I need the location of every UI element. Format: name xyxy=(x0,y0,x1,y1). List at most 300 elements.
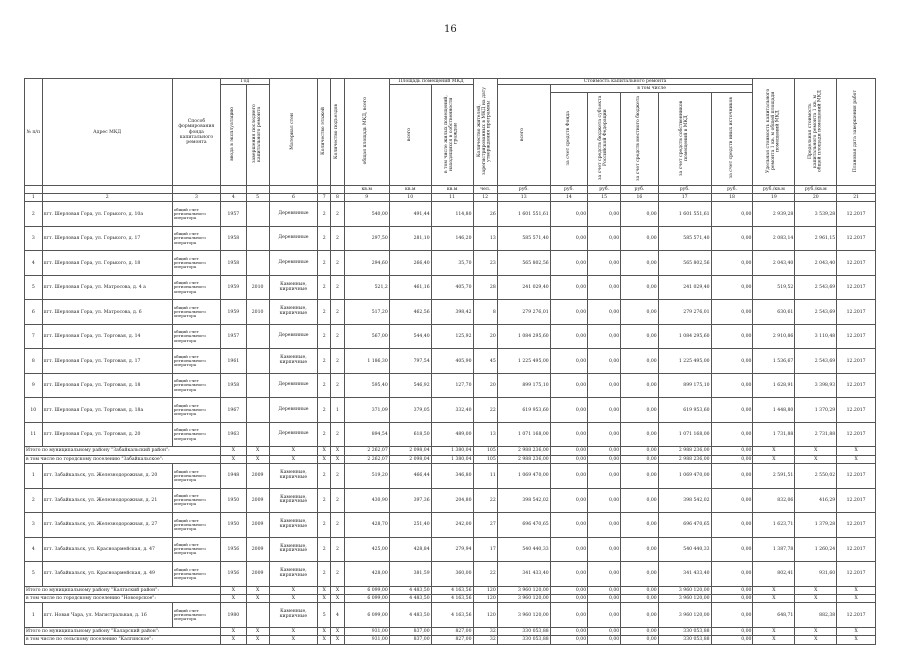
table-cell: 0,00 xyxy=(588,562,621,587)
table-cell: Х xyxy=(795,636,837,644)
table-cell: 0,00 xyxy=(621,422,658,447)
table-cell: 0,00 xyxy=(621,513,658,538)
header-residents: Количество жителей, зарегистрированных в МКД на дату утверждения программы xyxy=(473,79,497,186)
table-cell: 696 470,65 xyxy=(658,513,711,538)
table-cell: 0,00 xyxy=(588,488,621,513)
table-cell: 2 098,04 xyxy=(389,455,431,463)
table-cell xyxy=(246,603,269,628)
table-cell: 266,40 xyxy=(389,251,431,276)
column-number-cell: 8 xyxy=(331,193,344,201)
table-cell: 2 xyxy=(331,275,344,300)
table-cell: 0,00 xyxy=(711,251,753,276)
table-cell: Х xyxy=(221,586,246,594)
table-cell: общий счет регионального оператора xyxy=(172,349,220,374)
table-cell: 10 xyxy=(25,398,43,423)
table-cell: 2 xyxy=(331,488,344,513)
table-cell: 0,00 xyxy=(588,627,621,635)
table-cell: 1 536,67 xyxy=(753,349,795,374)
table-cell: Х xyxy=(331,594,344,602)
table-cell: 105 xyxy=(473,455,497,463)
table-cell: 0,00 xyxy=(550,636,587,644)
table-cell: Каменные, кирпичные xyxy=(269,300,317,325)
table-cell: пгт. Забайкальск, ул. Красноармейская, д. 47 xyxy=(42,537,172,562)
table-cell: Х xyxy=(331,636,344,644)
table-cell: 1 069 470,00 xyxy=(658,464,711,489)
unit-cell: чел. xyxy=(473,186,497,194)
table-cell xyxy=(246,324,269,349)
table-cell: 12.2017 xyxy=(837,398,876,423)
table-cell: 2 043,40 xyxy=(753,251,795,276)
table-cell: 0,00 xyxy=(550,324,587,349)
table-cell: 12.2017 xyxy=(837,373,876,398)
table-cell: Каменные, кирпичные xyxy=(269,562,317,587)
table-cell: 0,00 xyxy=(711,488,753,513)
table-cell: Каменные, кирпичные xyxy=(269,513,317,538)
table-cell: 827,00 xyxy=(431,636,473,644)
table-cell: 461,16 xyxy=(389,275,431,300)
table-cell: 22 xyxy=(473,488,497,513)
table-cell: Деревянные xyxy=(269,398,317,423)
table-cell: 1956 xyxy=(221,537,246,562)
table-cell: общий счет регионального оператора xyxy=(172,513,220,538)
table-cell: 1 069 470,00 xyxy=(497,464,550,489)
table-cell: 6 xyxy=(25,300,43,325)
table-cell: 2 xyxy=(318,251,331,276)
table-cell: 931,60 xyxy=(795,562,837,587)
table-cell: 2010 xyxy=(246,300,269,325)
table-cell: общий счет регионального оператора xyxy=(172,488,220,513)
table-cell: 0,00 xyxy=(588,603,621,628)
table-cell: Х xyxy=(221,594,246,602)
table-cell: 428,84 xyxy=(389,537,431,562)
table-cell: 519,52 xyxy=(753,275,795,300)
table-cell: 1 601 551,61 xyxy=(497,202,550,227)
unit-cell: руб. xyxy=(588,186,621,194)
table-cell: 0,00 xyxy=(588,349,621,374)
table-cell: 0,00 xyxy=(550,373,587,398)
table-cell: 330 053,88 xyxy=(658,627,711,635)
table-cell: 585 571,40 xyxy=(497,226,550,251)
table-cell: 1 xyxy=(25,464,43,489)
table-cell: 462,56 xyxy=(389,300,431,325)
column-number-cell: 4 xyxy=(221,193,246,201)
table-cell: 1 260,24 xyxy=(795,537,837,562)
table-cell: 5 xyxy=(318,603,331,628)
table-cell: пгт. Забайкальск, ул. Железнодорожная, д. 27 xyxy=(42,513,172,538)
table-cell: Х xyxy=(837,594,876,602)
table-cell: общий счет регионального оператора xyxy=(172,603,220,628)
table-cell: 3 xyxy=(25,226,43,251)
table-cell: 0,00 xyxy=(711,464,753,489)
table-cell: Х xyxy=(331,586,344,594)
table-cell: 12.2017 xyxy=(837,464,876,489)
table-cell: 567,00 xyxy=(344,324,389,349)
table-cell: 540 440,33 xyxy=(658,537,711,562)
table-cell: 0,00 xyxy=(621,488,658,513)
table-cell: 0,00 xyxy=(550,349,587,374)
table-cell: 1950 xyxy=(221,488,246,513)
table-cell: 837,00 xyxy=(389,636,431,644)
table-cell: 279,94 xyxy=(431,537,473,562)
table-cell: 294,60 xyxy=(344,251,389,276)
table-cell: пгт. Забайкальск, ул. Железнодорожная, д. 21 xyxy=(42,488,172,513)
table-row xyxy=(25,398,876,423)
table-cell: 20 xyxy=(473,324,497,349)
table-cell: 2009 xyxy=(246,562,269,587)
table-row xyxy=(25,464,876,489)
table-cell: 0,00 xyxy=(621,464,658,489)
table-cell: 1 370,29 xyxy=(795,398,837,423)
table-cell: 2 xyxy=(331,464,344,489)
table-cell: пгт. Шерловая Гора, ул. Матросова, д. 4 а xyxy=(42,275,172,300)
table-cell: 540,00 xyxy=(344,202,389,227)
table-cell: 2 939,28 xyxy=(753,202,795,227)
column-number-cell: 9 xyxy=(344,193,389,201)
table-cell: общий счет регионального оператора xyxy=(172,300,220,325)
table-cell: 3 960 120,00 xyxy=(497,586,550,594)
table-cell: 5 xyxy=(25,275,43,300)
table-cell: 466,44 xyxy=(389,464,431,489)
table-cell: 4 483,50 xyxy=(389,603,431,628)
header-address: Адрес МКД xyxy=(42,79,172,186)
table-cell: 1 xyxy=(331,398,344,423)
table-cell: 0,00 xyxy=(550,422,587,447)
table-cell: 0,00 xyxy=(711,594,753,602)
table-cell: 0,00 xyxy=(621,349,658,374)
table-cell: 0,00 xyxy=(588,586,621,594)
column-number-cell: 21 xyxy=(837,193,876,201)
table-cell: 2 xyxy=(318,464,331,489)
table-row xyxy=(25,562,876,587)
header-incl: в том числе xyxy=(550,85,753,93)
table-cell: 2 543,69 xyxy=(795,300,837,325)
table-cell: 0,00 xyxy=(711,226,753,251)
unit-cell xyxy=(837,186,876,194)
table-cell: 1963 xyxy=(221,422,246,447)
table-cell: 585 571,40 xyxy=(658,226,711,251)
table-cell: 1 380,04 xyxy=(431,447,473,455)
table-cell: 297,50 xyxy=(344,226,389,251)
table-cell: 397,36 xyxy=(389,488,431,513)
table-cell: 2 988 236,00 xyxy=(497,447,550,455)
table-cell: 1 186,30 xyxy=(344,349,389,374)
table-cell: 8 xyxy=(473,300,497,325)
table-cell: 0,00 xyxy=(550,488,587,513)
table-cell: 0,00 xyxy=(588,513,621,538)
table-cell: Х xyxy=(318,594,331,602)
capital-repair-table xyxy=(24,78,876,645)
table-cell: 0,00 xyxy=(550,275,587,300)
table-cell: 3 960 120,00 xyxy=(658,586,711,594)
table-cell: 0,00 xyxy=(588,373,621,398)
header-unit-cost: Удельная стоимость капитального ремонта 1 кв. м общей площади помещений МКД xyxy=(753,79,795,186)
table-cell xyxy=(246,373,269,398)
table-cell: 0,00 xyxy=(588,226,621,251)
table-cell: Х xyxy=(246,447,269,455)
table-cell: 12.2017 xyxy=(837,537,876,562)
table-cell: Х xyxy=(269,447,317,455)
table-cell: 2 xyxy=(331,537,344,562)
table-cell: 3 110,48 xyxy=(795,324,837,349)
table-cell: Х xyxy=(318,627,331,635)
table-cell: 430,90 xyxy=(344,488,389,513)
table-cell: 546,92 xyxy=(389,373,431,398)
units-row xyxy=(25,186,876,194)
table-cell: Деревянные xyxy=(269,324,317,349)
table-cell: 3 539,28 xyxy=(795,202,837,227)
table-cell xyxy=(246,422,269,447)
table-cell: 0,00 xyxy=(711,300,753,325)
table-cell: 13 xyxy=(473,226,497,251)
table-cell: 0,00 xyxy=(550,202,587,227)
table-cell: 416,29 xyxy=(795,488,837,513)
table-cell: 827,00 xyxy=(431,627,473,635)
table-cell: 127,70 xyxy=(431,373,473,398)
header-area-all: всего xyxy=(389,85,431,186)
table-cell: 0,00 xyxy=(621,398,658,423)
table-cell: 2 xyxy=(331,422,344,447)
table-cell: 565 802,56 xyxy=(658,251,711,276)
header-wall-material: Материал стен xyxy=(269,79,317,186)
capital-repair-table-sheet xyxy=(24,78,876,645)
table-cell: 1 xyxy=(25,603,43,628)
table-cell: 381,59 xyxy=(389,562,431,587)
total-row xyxy=(25,455,876,463)
table-cell: 2 xyxy=(318,275,331,300)
table-cell: 1 380,04 xyxy=(431,455,473,463)
table-cell: 0,00 xyxy=(550,398,587,423)
table-cell: 0,00 xyxy=(550,586,587,594)
table-cell: Х xyxy=(246,586,269,594)
table-cell: 0,00 xyxy=(621,455,658,463)
table-cell: 3 960 120,00 xyxy=(497,594,550,602)
table-cell: 0,00 xyxy=(621,586,658,594)
table-cell: Деревянные xyxy=(269,422,317,447)
table-cell: 3 960 120,00 xyxy=(497,603,550,628)
column-number-cell: 20 xyxy=(795,193,837,201)
unit-cell: кв.м xyxy=(344,186,389,194)
table-cell: 0,00 xyxy=(621,202,658,227)
table-cell: общий счет регионального оператора xyxy=(172,373,220,398)
table-cell: 0,00 xyxy=(621,300,658,325)
column-number-cell: 7 xyxy=(318,193,331,201)
table-cell: Х xyxy=(221,447,246,455)
table-cell: 2 910,86 xyxy=(753,324,795,349)
table-cell: 330 053,88 xyxy=(658,636,711,644)
table-cell: 4 xyxy=(25,537,43,562)
table-cell: 2 988 236,00 xyxy=(658,447,711,455)
table-cell: 398 542,02 xyxy=(497,488,550,513)
table-cell: 279 276,01 xyxy=(497,300,550,325)
table-cell: 341 433,40 xyxy=(658,562,711,587)
table-cell: 120 xyxy=(473,603,497,628)
table-cell: 2 083,14 xyxy=(753,226,795,251)
table-cell: 11 xyxy=(25,422,43,447)
table-cell: 0,00 xyxy=(621,275,658,300)
total-label: Итого по муниципальному району "Забайкальский район": xyxy=(25,447,221,455)
table-cell: 12.2017 xyxy=(837,488,876,513)
table-cell: Каменные, кирпичные xyxy=(269,464,317,489)
table-cell: 2 xyxy=(318,373,331,398)
table-cell: 0,00 xyxy=(711,422,753,447)
table-cell: 2 xyxy=(318,324,331,349)
table-cell: Х xyxy=(795,447,837,455)
table-cell: 0,00 xyxy=(550,455,587,463)
table-cell: 0,00 xyxy=(711,586,753,594)
table-cell: Х xyxy=(753,447,795,455)
table-cell: Каменные, кирпичные xyxy=(269,349,317,374)
table-cell: 802,41 xyxy=(753,562,795,587)
table-cell: 1 387,78 xyxy=(753,537,795,562)
table-cell: Каменные, кирпичные xyxy=(269,275,317,300)
table-cell: 1959 xyxy=(221,300,246,325)
table-cell: Х xyxy=(331,627,344,635)
header-method: Способ формирования фонда капитального ремонта xyxy=(172,79,220,186)
table-cell: 12.2017 xyxy=(837,349,876,374)
header-cost-all: всего xyxy=(497,85,550,186)
table-cell: Х xyxy=(331,447,344,455)
column-number-cell: 2 xyxy=(42,193,172,201)
table-row xyxy=(25,603,876,628)
table-cell: Х xyxy=(331,455,344,463)
header-area-owned: в том числе жилых помещений, находящихся в собственности граждан xyxy=(431,85,473,186)
table-cell: 595,40 xyxy=(344,373,389,398)
table-cell: 3 xyxy=(25,513,43,538)
table-cell: 0,00 xyxy=(711,373,753,398)
table-cell: 2 xyxy=(331,562,344,587)
table-cell: 114,80 xyxy=(431,202,473,227)
table-cell: 0,00 xyxy=(711,349,753,374)
table-cell: 12.2017 xyxy=(837,226,876,251)
table-cell: 22 xyxy=(473,562,497,587)
table-cell: 281,10 xyxy=(389,226,431,251)
table-cell: общий счет регионального оператора xyxy=(172,537,220,562)
table-cell: 120 xyxy=(473,586,497,594)
table-cell: 491,44 xyxy=(389,202,431,227)
table-cell: 12.2017 xyxy=(837,275,876,300)
unit-cell xyxy=(246,186,269,194)
table-cell: 1 225 495,00 xyxy=(497,349,550,374)
table-cell xyxy=(246,202,269,227)
table-cell: Деревянные xyxy=(269,251,317,276)
table-cell: 2009 xyxy=(246,537,269,562)
table-cell: 931,00 xyxy=(344,636,389,644)
total-row xyxy=(25,447,876,455)
column-number-cell: 11 xyxy=(431,193,473,201)
table-cell: 204,80 xyxy=(431,488,473,513)
table-cell: 882,38 xyxy=(795,603,837,628)
table-cell: 45 xyxy=(473,349,497,374)
table-row xyxy=(25,251,876,276)
table-cell: 4 xyxy=(25,251,43,276)
table-cell: 1 601 551,61 xyxy=(658,202,711,227)
table-cell: 648,71 xyxy=(753,603,795,628)
unit-cell: руб. xyxy=(658,186,711,194)
table-cell: Х xyxy=(269,586,317,594)
table-cell xyxy=(246,251,269,276)
table-cell xyxy=(246,349,269,374)
table-row xyxy=(25,226,876,251)
table-cell: 12.2017 xyxy=(837,562,876,587)
header-cost-group: Стоимость капитального ремонта xyxy=(497,79,753,85)
header-total-area: общая площадь МКД, всего xyxy=(344,79,389,186)
table-cell: Х xyxy=(269,636,317,644)
table-cell: Х xyxy=(246,627,269,635)
table-cell: 696 470,65 xyxy=(497,513,550,538)
table-cell: Х xyxy=(795,594,837,602)
table-cell: 0,00 xyxy=(588,455,621,463)
table-cell xyxy=(246,226,269,251)
table-cell: 0,00 xyxy=(621,373,658,398)
table-cell: 894,54 xyxy=(344,422,389,447)
table-cell: 2 543,69 xyxy=(795,349,837,374)
table-cell: 4 483,50 xyxy=(389,586,431,594)
column-number-cell: 12 xyxy=(473,193,497,201)
table-cell: 0,00 xyxy=(711,627,753,635)
column-number-cell: 14 xyxy=(550,193,587,201)
table-cell: Х xyxy=(837,627,876,635)
table-cell: 0,00 xyxy=(621,562,658,587)
table-cell: 241 029,40 xyxy=(497,275,550,300)
total-row xyxy=(25,586,876,594)
column-number-cell: 3 xyxy=(172,193,220,201)
table-cell: 0,00 xyxy=(550,447,587,455)
table-cell: 26 xyxy=(473,202,497,227)
table-cell: 0,00 xyxy=(621,226,658,251)
table-cell: пгт. Шерловая Гора, ул. Торговая, д. 18 xyxy=(42,373,172,398)
table-cell: 330 053,88 xyxy=(497,627,550,635)
table-cell: 2 591,51 xyxy=(753,464,795,489)
table-cell: 1959 xyxy=(221,275,246,300)
total-label: в том числе по городскому поселению "Новоорское": xyxy=(25,594,221,602)
table-cell: общий счет регионального оператора xyxy=(172,464,220,489)
table-cell: 12.2017 xyxy=(837,513,876,538)
table-cell: 341 433,40 xyxy=(497,562,550,587)
table-cell: 1 084 295,60 xyxy=(658,324,711,349)
table-cell: 279 276,01 xyxy=(658,300,711,325)
table-cell: 0,00 xyxy=(711,324,753,349)
table-cell: 2 043,40 xyxy=(795,251,837,276)
table-cell: общий счет регионального оператора xyxy=(172,251,220,276)
table-cell: 1 071 168,00 xyxy=(497,422,550,447)
header-year-last-repair: завершения последнего капитального ремонта xyxy=(246,85,269,186)
table-cell: 1980 xyxy=(221,603,246,628)
table-cell: 425,00 xyxy=(344,537,389,562)
table-cell: 1948 xyxy=(221,464,246,489)
column-number-cell: 17 xyxy=(658,193,711,201)
table-cell: 6 099,00 xyxy=(344,594,389,602)
table-cell: Х xyxy=(753,455,795,463)
table-cell: 0,00 xyxy=(550,226,587,251)
table-row xyxy=(25,324,876,349)
table-cell: Деревянные xyxy=(269,226,317,251)
table-cell: пгт. Шерловая Гора, ул. Горького, д. 10а xyxy=(42,202,172,227)
table-cell: 0,00 xyxy=(588,422,621,447)
table-cell: 2 xyxy=(331,349,344,374)
table-cell: 1957 xyxy=(221,202,246,227)
table-cell: 2 xyxy=(318,422,331,447)
table-cell: 379,05 xyxy=(389,398,431,423)
table-cell: 13 xyxy=(473,422,497,447)
table-cell: 0,00 xyxy=(588,202,621,227)
table-cell: 0,00 xyxy=(550,464,587,489)
table-cell: 4 163,56 xyxy=(431,603,473,628)
table-cell: 4 483,50 xyxy=(389,594,431,602)
table-cell: 1 628,91 xyxy=(753,373,795,398)
table-cell: 0,00 xyxy=(621,447,658,455)
table-cell: общий счет регионального оператора xyxy=(172,562,220,587)
table-cell: 17 xyxy=(473,537,497,562)
